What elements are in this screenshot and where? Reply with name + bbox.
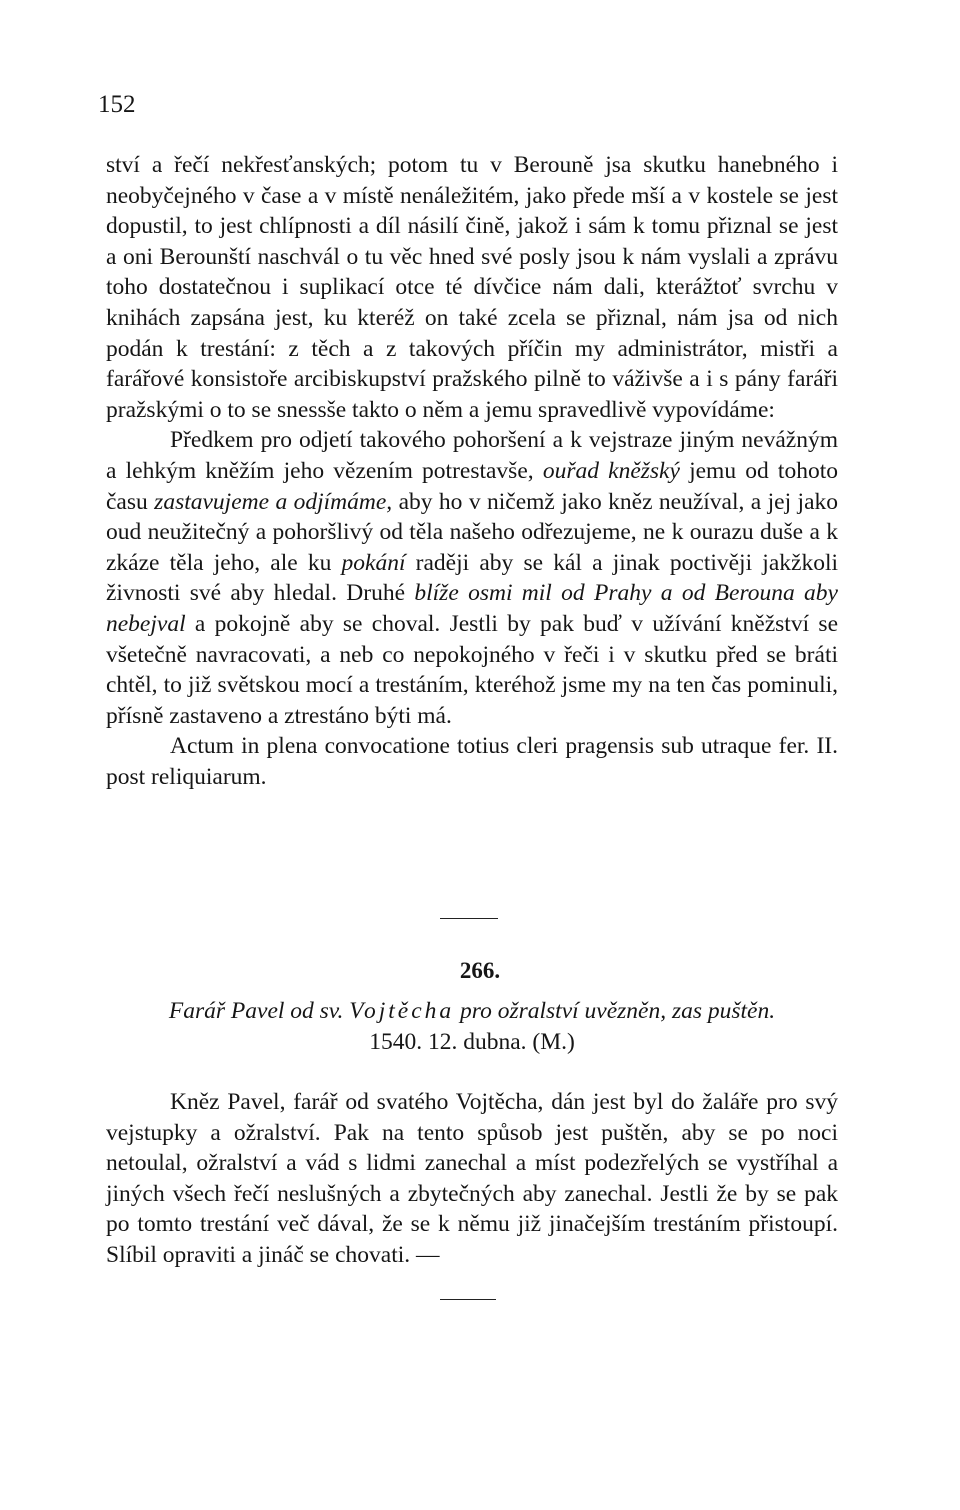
text-segment: aby ho v ničemž jako kněz neužíval, a jej jako oud neužitečný a pohoršlivý od těla našeho odřezujeme, ne k ourazu duše a k zkáze těla jeho, ale ku [106, 488, 838, 576]
italic-segment: pokání [341, 549, 406, 576]
end-divider [440, 1299, 496, 1300]
title-part: Farář Pavel od sv. [168, 998, 350, 1024]
previous-entry-continuation [106, 150, 838, 792]
title-part-spaced: Vojtěcha [349, 998, 455, 1024]
italic-segment: ouřad kněžský [542, 457, 680, 484]
text-segment: jemu od tohoto času [106, 457, 838, 515]
text-segment: Předkem pro odjetí takového pohoršení a k vejstraze jiným nevážným a lehkým kněžím jeho vězením potrestavše, [106, 427, 838, 484]
text-segment: ství a řečí nekřesťanských; potom tu v Berouně jsa skutku hanebného i neobyčejného v čase a v místě nenáležitém, jako přede mší a v kostele se jest dopustil, to jest chlípnosti a díl násilí čině, jakož i sám k tomu přiznal se jest a oni Berounští naschvál o tu věc hned své posly jsou k nám vyslali a zprávu toho dostatečnou i suplikací otce té dívčice nám dali, kterážtoť svrchu v knihách zapsána jest, ku kteréž on také zcela se přiznal, nám jsa od nich podán k trestání: z těch a z takových příčin my administrátor, mistři a farářové konsistoře arcibiskupství pražského pilně to váživše a i s pány faráři pražskými o to se snessše takto o něm a jemu spravedlivě vypovídáme: [106, 152, 838, 423]
section-divider [440, 918, 498, 919]
text-segment: raději aby se kál a jinak poctivěji jakžkoli živnosti své aby hledal. Druhé [106, 549, 838, 607]
paragraph: Kněz Pavel, farář od svatého Vojtěcha, dán jest byl do žaláře pro svý vejstupky a ožralství. Pak na tento spůsob jest puštěn, aby se po noci netoulal, ožralství a vád s lidmi zanechal a míst podezřelých se vystříhal a jiných všech řečí neslušných a zbytečných aby zanechal. Jestli že by se pak po tomto trestání več dával, že se k němu již jinačejším trestáním přistoupí. Slíbil opraviti a jináč se chovati. — [106, 1089, 838, 1268]
entry-title [106, 996, 838, 1027]
entry-heading [106, 996, 838, 1057]
entry-date: 1540. 12. dubna. (M.) [369, 1028, 575, 1055]
text-segment: a pokojně aby se choval. Jestli by pak buď v užívání kněžství se všetečně navracovati, a neb co nepokojného v řeči i v skutku před se bráti chtěl, to již světskou mocí a trestáním, kteréhož jsme my na ten čas pominuli, přísně zastaveno a ztrestáno býti má. [106, 610, 838, 729]
paragraph [106, 150, 838, 425]
paragraph [106, 731, 838, 792]
page-number: 152 [98, 91, 136, 118]
text-segment: Actum in plena convocatione totius cleri pragensis sub utraque fer. II. post reliquiarum. [106, 733, 838, 790]
italic-segment: zastavujeme a odjímáme, [154, 488, 393, 515]
entry-body [106, 1087, 838, 1271]
entry-number: 266. [459, 958, 501, 983]
title-part: pro ožralství uvězněn, zas puštěn. [454, 998, 776, 1024]
paragraph [106, 425, 838, 731]
italic-segment: blíže osmi mil od Prahy a od Berouna aby nebejval [106, 580, 838, 637]
